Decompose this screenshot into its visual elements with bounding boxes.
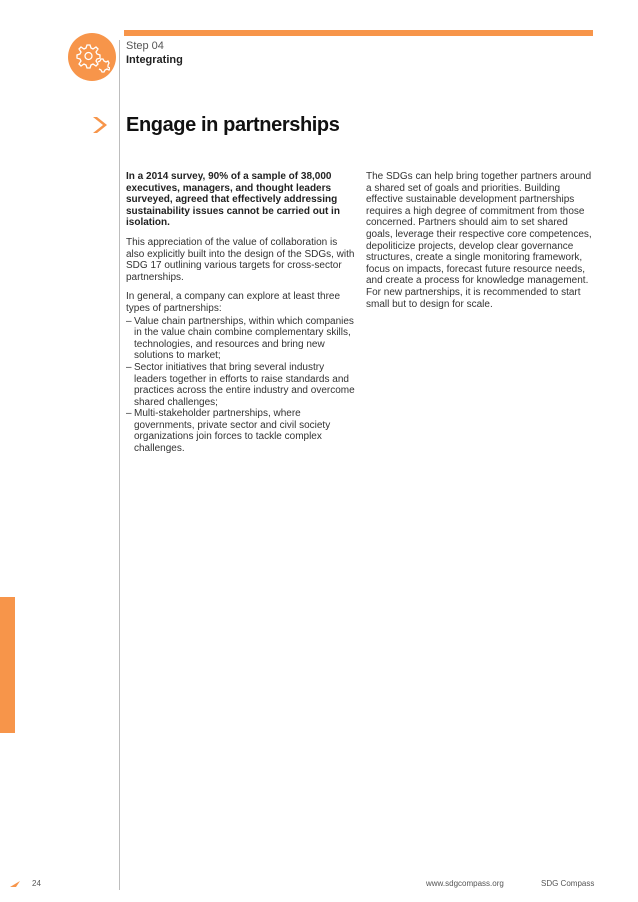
side-tab xyxy=(0,597,15,733)
gears-icon xyxy=(74,40,110,74)
page-title: Engage in partnerships xyxy=(126,114,340,136)
arrow-mark-icon xyxy=(10,881,20,887)
page-number: 24 xyxy=(32,879,41,888)
list-item: – Value chain partnerships, within which companies in the value chain combine complementary skills, technologies, and resources and bring new solutions to market; xyxy=(126,316,356,362)
step-name: Integrating xyxy=(126,54,183,66)
left-rule xyxy=(119,40,120,890)
paragraph: The SDGs can help bring together partners around a shared set of goals and priorities. Building effective sustainable development partnerships requires a high degree of commitment from those concerned. Partners should aim to set shared goals, leverage their respective core competences, depoliticize projects, develop clear governance structures, create a single monitoring framework, focus on impacts, forecast future resource needs, and create a process for knowledge management. For new partnerships, it is recommended to start small but to design for scale. xyxy=(366,171,592,310)
header-accent-bar xyxy=(124,30,593,36)
step-badge xyxy=(68,33,116,81)
list-item: – Sector initiatives that bring several industry leaders together in efforts to raise standards and practices across the entire industry and overcome shared challenges; xyxy=(126,362,356,408)
paragraph: This appreciation of the value of collaboration is also explicitly built into the design of the SDGs, with SDG 17 outlining various targets for cross-sector partnerships. xyxy=(126,236,355,283)
partnership-list xyxy=(126,316,356,455)
paragraph: In general, a company can explore at least three types of partnerships: xyxy=(126,291,341,314)
lead-paragraph: In a 2014 survey, 90% of a sample of 38,000 executives, managers, and thought leaders surveyed, agreed that effectively addressing sustainability issues cannot be carried out in isolation. xyxy=(126,171,340,229)
right-column xyxy=(366,171,594,318)
left-column xyxy=(126,171,356,455)
footer-url: www.sdgcompass.org xyxy=(426,879,504,888)
footer-brand: SDG Compass xyxy=(541,879,595,888)
step-label: Step 04 xyxy=(126,40,164,52)
list-item: – Multi-stakeholder partnerships, where governments, private sector and civil society organizations join forces to tackle complex challenges. xyxy=(126,408,356,454)
chevron-right-icon xyxy=(93,117,107,133)
